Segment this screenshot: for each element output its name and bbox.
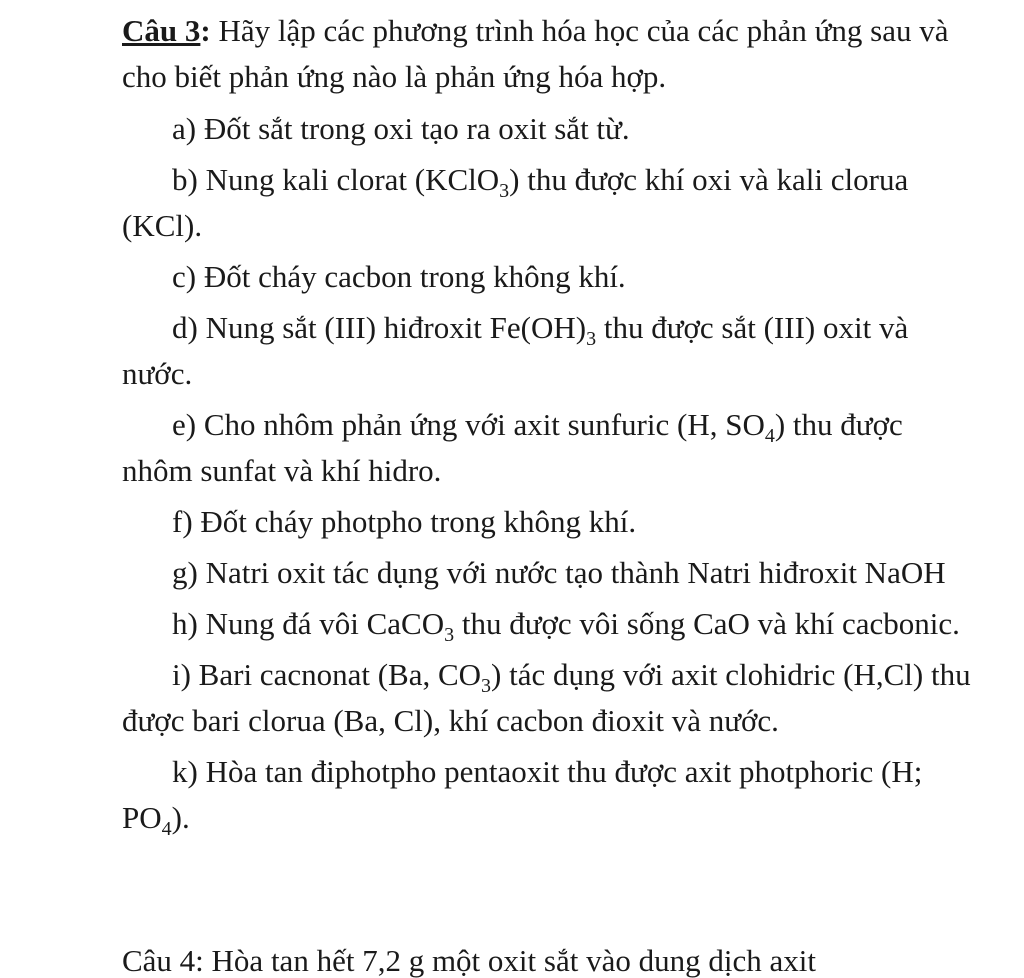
item-h-text-2: thu được vôi sống CaO và khí cacbonic. [454, 606, 960, 641]
item-b [122, 157, 972, 249]
item-d-text-2: thu được sắt (III) oxit và nước. [122, 310, 909, 391]
item-f-text: f) Đốt cháy photpho trong không khí. [172, 504, 637, 539]
item-h-text-1: h) Nung đá vôi CaCO [172, 606, 445, 641]
item-h-subscript: 3 [444, 624, 455, 646]
item-c [122, 254, 972, 300]
item-k [122, 749, 972, 841]
question-colon: : [200, 13, 211, 48]
next-question-text: Câu 4: Hòa tan hết 7,2 g một oxit sắt vào dung dịch axit [122, 943, 816, 978]
item-d-subscript: 3 [586, 328, 597, 350]
next-question-cutoff [122, 938, 972, 978]
item-k-text-2: ). [171, 800, 190, 835]
question-3-prompt [122, 8, 972, 100]
item-i-subscript: 3 [481, 675, 492, 697]
item-e-text-2: ) thu được nhôm sunfat và khí hidro. [122, 407, 903, 488]
question-label: Câu 3 [122, 13, 201, 48]
item-k-subscript: 4 [161, 818, 172, 840]
item-b-subscript: 3 [499, 180, 510, 202]
item-a-text: a) Đốt sắt trong oxi tạo ra oxit sắt từ. [172, 111, 630, 146]
item-e [122, 402, 972, 494]
item-i-text-1: i) Bari cacnonat (Ba, CO [172, 657, 482, 692]
question-text: Hãy lập các phương trình hóa học của các phản ứng sau và cho biết phản ứng nào là phản ứng hóa hợp. [122, 13, 949, 94]
document-page [122, 8, 972, 846]
item-f [122, 499, 972, 545]
item-b-text-1: b) Nung kali clorat (KClO [172, 162, 500, 197]
item-i [122, 652, 972, 744]
item-g [122, 550, 972, 596]
item-e-subscript: 4 [764, 425, 775, 447]
item-a [122, 106, 972, 152]
item-d [122, 305, 972, 397]
item-h [122, 601, 972, 647]
item-g-text: g) Natri oxit tác dụng với nước tạo thành Natri hiđroxit NaOH [172, 555, 946, 590]
item-e-text-1: e) Cho nhôm phản ứng với axit sunfuric (H, SO [172, 407, 765, 442]
item-i-text-2: ) tác dụng với axit clohidric (H,Cl) thu được bari clorua (Ba, Cl), khí cacbon đioxit và nước. [122, 657, 971, 738]
item-c-text: c) Đốt cháy cacbon trong không khí. [172, 259, 626, 294]
item-b-text-2: ) thu được khí oxi và kali clorua (KCl). [122, 162, 909, 243]
item-k-text-1: k) Hòa tan điphotpho pentaoxit thu được axit photphoric (H; PO [122, 754, 923, 835]
item-d-text-1: d) Nung sắt (III) hiđroxit Fe(OH) [172, 310, 587, 345]
